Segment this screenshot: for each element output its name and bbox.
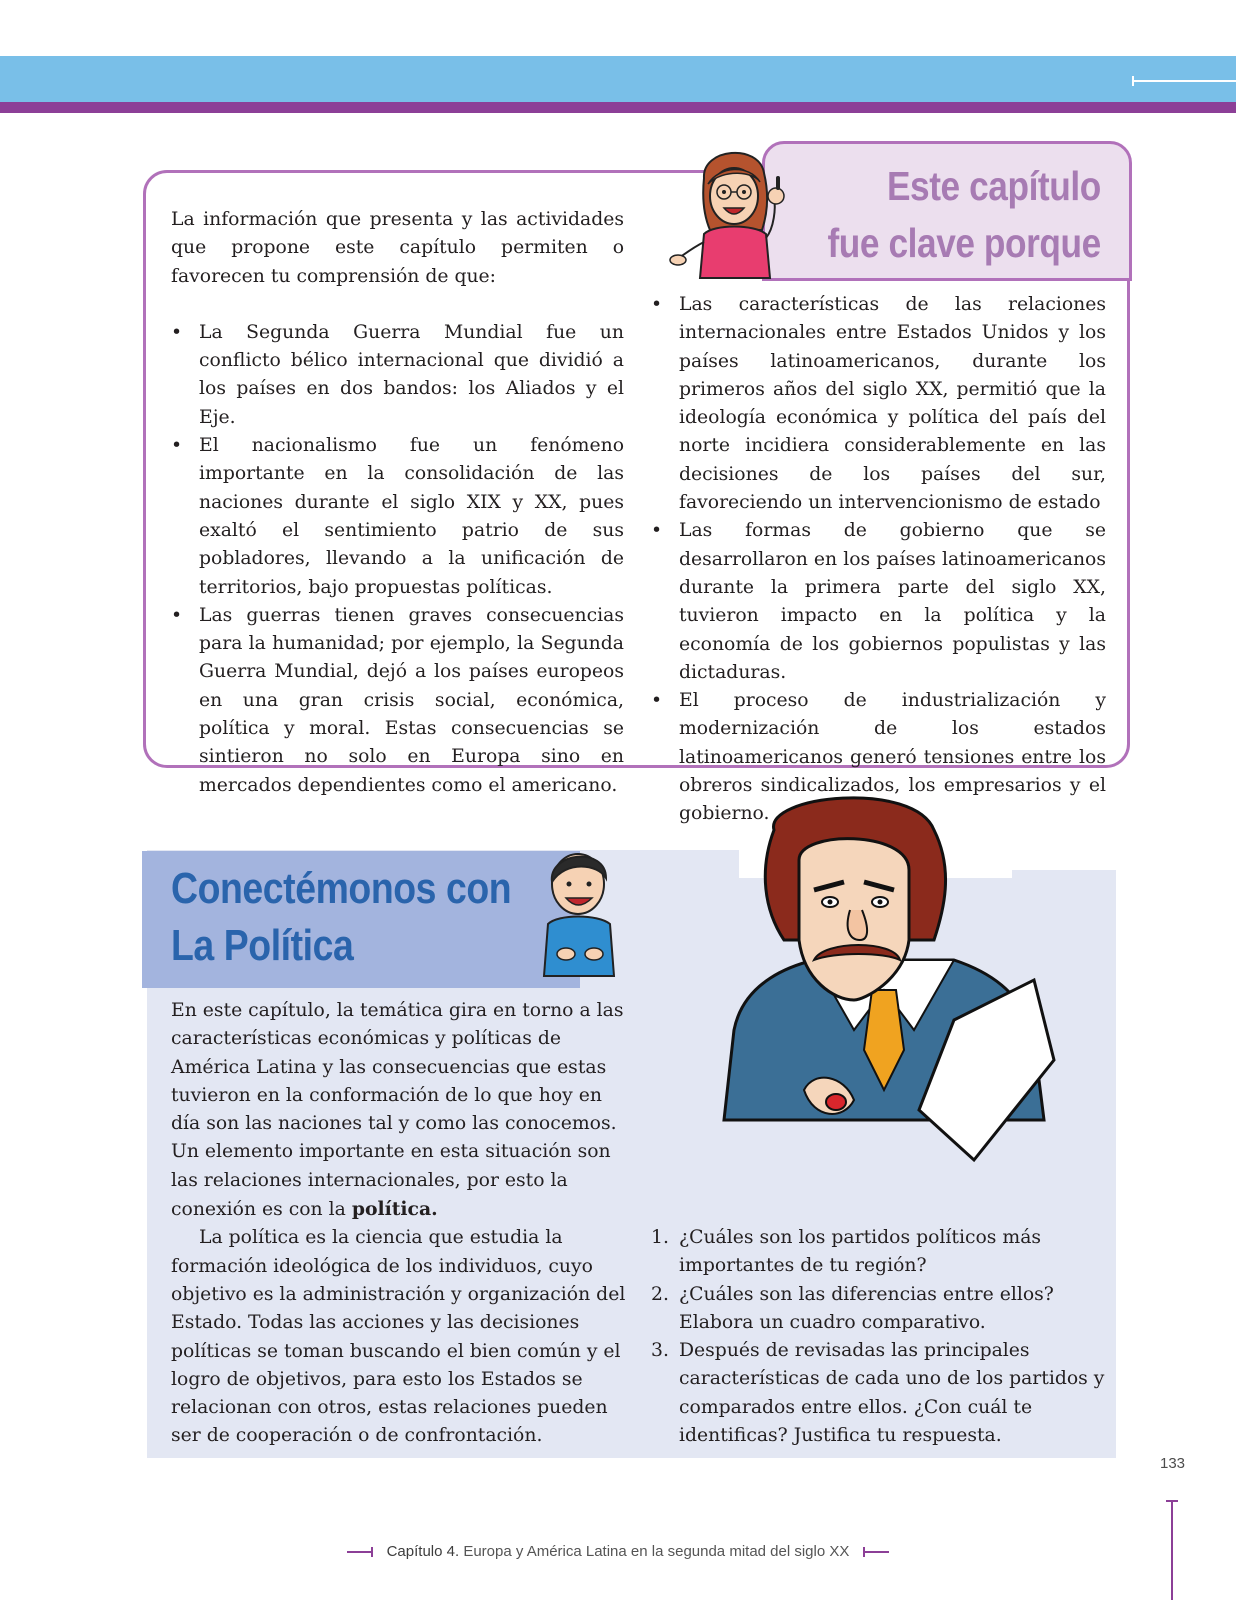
- footer-right-rule: [863, 1551, 889, 1553]
- connect-keyword: política.: [351, 1198, 438, 1221]
- connect-title: [171, 860, 511, 974]
- connect-title-line2: La Política: [171, 921, 354, 970]
- list-item: • El proceso de industrialización y modernización de los estados latinoamericanos generó tensiones entre los obreros sindicalizados, los empresarios y el gobierno.: [651, 687, 1106, 828]
- list-item: [651, 1281, 1106, 1338]
- summary-right-column: [651, 291, 1106, 829]
- footer-chapter: Capítulo 4.: [386, 1543, 460, 1560]
- summary-left-list: [171, 319, 624, 800]
- questions: [651, 1224, 1106, 1450]
- header-band-blue: [0, 56, 1236, 102]
- header-rule: [1132, 80, 1236, 82]
- summary-left-column: [171, 206, 624, 800]
- footer-chapter-title: Europa y América Latina en la segunda mitad del siglo XX: [463, 1543, 850, 1560]
- header-rule-tick: [1132, 76, 1134, 86]
- summary-intro: La información que presenta y las actividades que propone este capítulo permiten o favorecen tu comprensión de que:: [171, 209, 624, 287]
- girl-teacher-icon: [674, 138, 804, 284]
- connect-text: [171, 997, 626, 1451]
- list-item: [651, 1224, 1106, 1281]
- footer: [0, 1543, 1236, 1560]
- question-number: 2.: [651, 1283, 669, 1305]
- question-number: 3.: [651, 1340, 669, 1362]
- boy-student-icon: [536, 846, 626, 986]
- chapter-summary-title-line1: Este capítulo: [887, 163, 1101, 209]
- question-number: 1.: [651, 1227, 669, 1248]
- list-item: • Las guerras tienen graves consecuencias para la humanidad; por ejemplo, la Segunda Guerra Mundial, dejó a los países europeos en una gran crisis social, económica, política y moral. Estas consecuencias se sintieron no solo en Europa sino en mercados dependientes como el americano.: [171, 602, 624, 800]
- connect-title-line1: Conectémonos con: [171, 864, 512, 913]
- header-band-purple: [0, 102, 1236, 113]
- politician-icon: [704, 790, 1084, 1200]
- chapter-summary-tab: [762, 141, 1132, 281]
- connect-paragraph-2: La política es la ciencia que estudia la formación ideológica de los individuos, cuyo objetivo es la administración y organización del Estado. Todas las acciones y las decisiones políticas se toman buscando el bien común y el logro de objetivos, para esto los Estados se relacionan con otros, estas relaciones pueden ser de cooperación o de confrontación.: [171, 1227, 626, 1447]
- list-item: [651, 1337, 1106, 1450]
- question-text: Después de revisadas las principales características de cada uno de los partidos y comparados entre ellos. ¿Con cuál te identificas? Justifica tu respuesta.: [679, 1340, 1105, 1447]
- chapter-summary-title: [828, 158, 1101, 272]
- question-list: [651, 1224, 1106, 1450]
- list-item: • La Segunda Guerra Mundial fue un conflicto bélico internacional que dividió a los países en dos bandos: los Aliados y el Eje.: [171, 319, 624, 432]
- question-text: ¿Cuáles son las diferencias entre ellos? Elabora un cuadro comparativo.: [679, 1283, 1054, 1333]
- connect-paragraph-1: [171, 997, 626, 1224]
- page-number: 133: [1160, 1455, 1186, 1472]
- chapter-summary-title-line2: fue clave porque: [827, 220, 1101, 266]
- connect-paragraph-1-text: En este capítulo, la temática gira en torno a las características económicas y políticas de América Latina y las consecuencias que estas tuvieron en la conformación de lo que hoy en día son las naciones tal y como las conocemos. Un elemento importante en esta situación son las relaciones internacionales, por esto la conexión es con la: [171, 1000, 624, 1221]
- list-item: • Las formas de gobierno que se desarrollaron en los países latinoamericanos durante la primera parte del siglo XX, tuvieron impacto en la política y la economía de los gobiernos populistas y las dictaduras.: [651, 517, 1106, 687]
- list-item: • El nacionalismo fue un fenómeno importante en la consolidación de las naciones durante el siglo XIX y XX, pues exaltó el sentimiento patrio de sus pobladores, llevando a la unificación de territorios, bajo propuestas políticas.: [171, 432, 624, 602]
- question-text: ¿Cuáles son los partidos políticos más importantes de tu región?: [679, 1227, 1042, 1277]
- list-item: • Las características de las relaciones internacionales entre Estados Unidos y los países latinoamericanos, durante los primeros años del siglo XX, permitió que la ideología económica y política del país del norte incidiera considerablemente en las decisiones de los países del sur, favoreciendo un intervencionismo de estado: [651, 291, 1106, 517]
- footer-left-rule: [347, 1551, 373, 1553]
- summary-right-list: [651, 291, 1106, 829]
